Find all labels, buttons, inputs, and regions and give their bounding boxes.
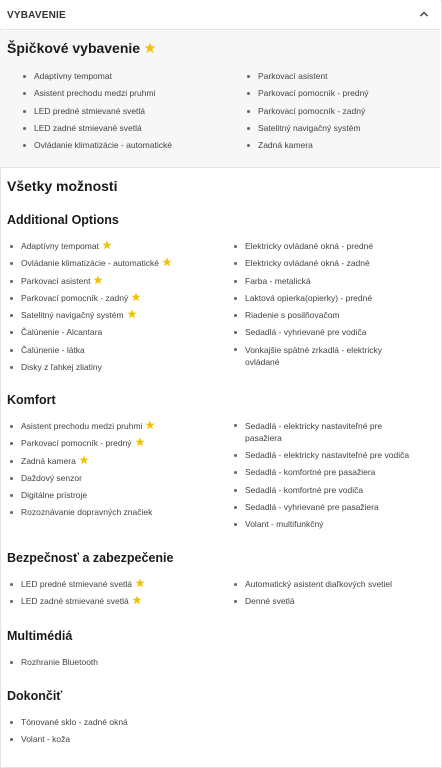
list-item: LED predné stmievané svetlá [20, 103, 172, 120]
highlight-block [0, 31, 440, 168]
group-title: Komfort [7, 393, 56, 407]
star-icon [145, 420, 155, 430]
group-list-left [7, 714, 128, 749]
star-icon [93, 275, 103, 285]
list-item: LED zadné stmievané svetlá [20, 120, 172, 137]
list-item: Satelitný navigačný systém [244, 120, 369, 137]
list-item: Sedadlá - komfortné pre pasažiera [231, 464, 436, 481]
list-item: Sedadlá - vyhrievané pre vodiča [231, 324, 431, 341]
list-item: Čalúnenie - Alcantara [7, 324, 172, 341]
highlight-list-right [244, 68, 369, 154]
highlight-title [7, 40, 156, 56]
star-icon [144, 42, 156, 54]
list-item: Rozoznávanie dopravných značiek [7, 504, 155, 521]
list-item: Sedadlá - vyhrievané pre pasažiera [231, 499, 436, 516]
list-item: Parkovací pomocník - predný [244, 85, 369, 102]
star-icon [79, 455, 89, 465]
list-item: Vonkajšie spätné zrkadlá - elektricky ovládané [231, 342, 406, 371]
group-title: Bezpečnosť a zabezpečenie [7, 551, 174, 565]
list-item: Parkovací pomocník - zadný [244, 103, 369, 120]
list-item: Volant - koža [7, 731, 128, 748]
star-icon [162, 257, 172, 267]
list-item: Ovládanie klimatizácie - automatické [20, 137, 172, 154]
highlight-title-text: Špičkové vybavenie [7, 40, 141, 56]
list-item: Parkovací asistent [244, 68, 369, 85]
star-icon [135, 578, 145, 588]
list-item: Sedadlá - elektricky nastaviteľné pre vodiča [231, 447, 436, 464]
list-item: Čalúnenie - látka [7, 342, 172, 359]
group-list-left [7, 654, 98, 671]
list-item: Adaptívny tempomat [7, 238, 172, 255]
list-item: Riadenie s posilňovačom [231, 307, 431, 324]
list-item: Parkovací pomocník - predný [7, 435, 155, 452]
list-item: Sedadlá - komfortné pre vodiča [231, 482, 436, 499]
group-title: Multimédiá [7, 629, 73, 643]
list-item: Parkovací pomocník - zadný [7, 290, 172, 307]
list-item: LED zadné stmievané svetlá [7, 593, 145, 610]
star-icon [135, 437, 145, 447]
group-list-left [7, 576, 145, 611]
list-item: Denné svetlá [231, 593, 436, 610]
all-options-title: Všetky možnosti [7, 178, 118, 194]
list-item: Elektricky ovládané okná - predné [231, 238, 431, 255]
group-list-right [231, 238, 431, 371]
list-item: Disky z ľahkej zliatiny [7, 359, 172, 376]
list-item: Tónované sklo - zadné okná [7, 714, 128, 731]
list-item: Volant - multifunkčný [231, 516, 436, 533]
list-item: Asistent prechodu medzi pruhmi [7, 418, 155, 435]
list-item: Digitálne prístroje [7, 487, 155, 504]
list-item: Parkovací asistent [7, 273, 172, 290]
list-item: Elektricky ovládané okná - zadné [231, 255, 431, 272]
group-list-right [231, 418, 436, 533]
list-item: Adaptívny tempomat [20, 68, 172, 85]
star-icon [132, 595, 142, 605]
list-item: Farba - metalická [231, 273, 431, 290]
group-list-right [231, 576, 436, 611]
group-list-left [7, 418, 155, 522]
list-item: Daždový senzor [7, 470, 155, 487]
group-title: Dokončiť [7, 689, 63, 703]
list-item: Asistent prechodu medzi pruhmi [20, 85, 172, 102]
list-item: Satelitný navigačný systém [7, 307, 172, 324]
list-item: LED predné stmievané svetlá [7, 576, 145, 593]
star-icon [102, 240, 112, 250]
list-item: Zadná kamera [7, 453, 155, 470]
list-item: Sedadlá - elektricky nastaviteľné pre pasažiera [231, 418, 401, 447]
list-item: Rozhranie Bluetooth [7, 654, 98, 671]
chevron-up-icon[interactable] [418, 8, 430, 20]
star-icon [131, 292, 141, 302]
list-item: Zadná kamera [244, 137, 369, 154]
star-icon [127, 309, 137, 319]
list-item: Ovládanie klimatizácie - automatické [7, 255, 172, 272]
group-list-left [7, 238, 172, 376]
section-header[interactable] [0, 0, 440, 30]
highlight-list-left [20, 68, 172, 154]
group-title: Additional Options [7, 213, 119, 227]
section-title: VYBAVENIE [7, 10, 66, 21]
list-item: Laktová opierka(opierky) - predné [231, 290, 431, 307]
list-item: Automatický asistent diaľkových svetiel [231, 576, 436, 593]
